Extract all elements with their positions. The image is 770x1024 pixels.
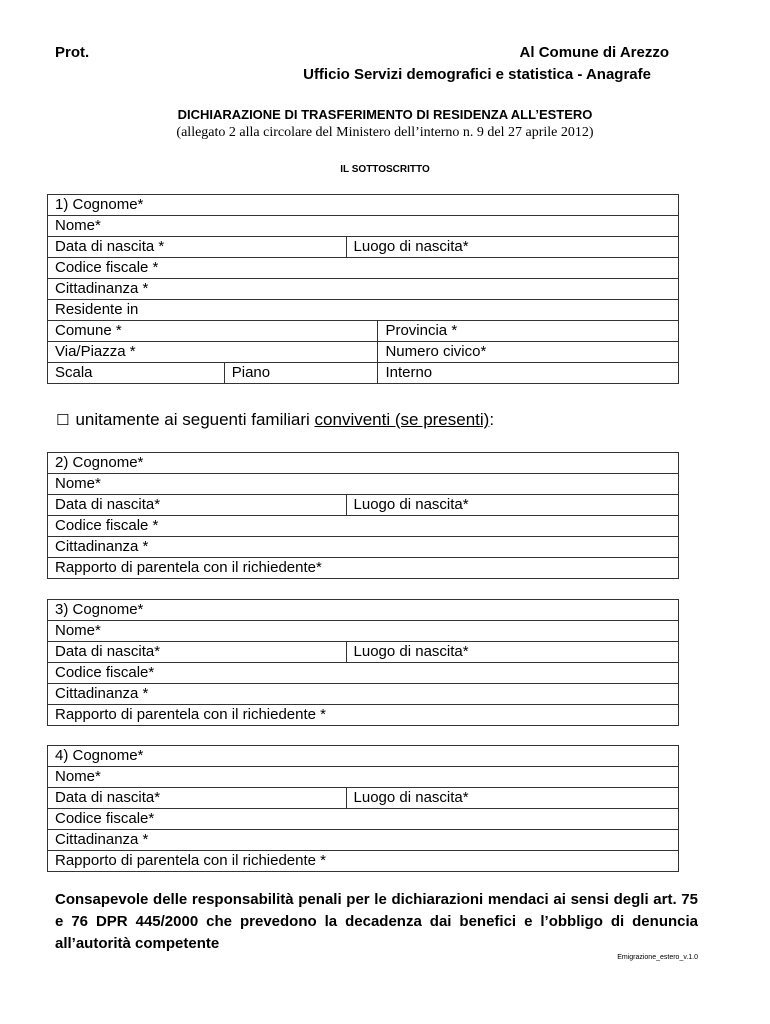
person2-table xyxy=(47,452,679,579)
scala-field[interactable]: Scala xyxy=(48,363,225,384)
rapporto-parentela-field[interactable]: Rapporto di parentela con il richiedente * xyxy=(48,705,679,726)
familiari-colon: : xyxy=(489,410,495,429)
rapporto-parentela-field[interactable]: Rapporto di parentela con il richiedente* xyxy=(48,558,679,579)
luogo-nascita-field[interactable]: Luogo di nascita* xyxy=(346,237,678,258)
data-nascita-field[interactable]: Data di nascita* xyxy=(48,495,347,516)
person4-table xyxy=(47,745,679,872)
responsibility-note: Consapevole delle responsabilità penali per le dichiarazioni mendaci ai sensi degli art. 75 e 76 DPR 445/2000 che prevedono la decadenza dai benefici e l’obbligo di denuncia all’autorità competente xyxy=(55,891,698,952)
version-label: Emigrazione_estero_v.1.0 xyxy=(617,954,698,961)
luogo-nascita-field[interactable]: Luogo di nascita* xyxy=(346,788,678,809)
data-nascita-field[interactable]: Data di nascita* xyxy=(48,788,347,809)
cittadinanza-field[interactable]: Cittadinanza * xyxy=(48,537,679,558)
familiari-conviventi: conviventi (se presenti) xyxy=(314,410,490,429)
comune-field[interactable]: Comune * xyxy=(48,321,378,342)
cittadinanza-field[interactable]: Cittadinanza * xyxy=(48,830,679,851)
nome-field[interactable]: Nome* xyxy=(48,474,679,495)
nome-field[interactable]: Nome* xyxy=(48,216,679,237)
provincia-field[interactable]: Provincia * xyxy=(378,321,679,342)
nome-field[interactable]: Nome* xyxy=(48,767,679,788)
cognome-field[interactable]: 3) Cognome* xyxy=(48,600,679,621)
codice-fiscale-field[interactable]: Codice fiscale* xyxy=(48,663,679,684)
via-piazza-field[interactable]: Via/Piazza * xyxy=(48,342,378,363)
codice-fiscale-field[interactable]: Codice fiscale* xyxy=(48,809,679,830)
person1-table xyxy=(47,194,679,384)
piano-field[interactable]: Piano xyxy=(224,363,378,384)
residente-label: Residente in xyxy=(48,300,679,321)
familiari-text: unitamente ai seguenti familiari xyxy=(75,410,315,429)
cognome-field[interactable]: 4) Cognome* xyxy=(48,746,679,767)
luogo-nascita-field[interactable]: Luogo di nascita* xyxy=(346,495,678,516)
codice-fiscale-field[interactable]: Codice fiscale * xyxy=(48,258,679,279)
prot-label: Prot. xyxy=(55,44,90,61)
cognome-field[interactable]: 2) Cognome* xyxy=(48,453,679,474)
numero-civico-field[interactable]: Numero civico* xyxy=(378,342,679,363)
data-nascita-field[interactable]: Data di nascita* xyxy=(48,642,347,663)
rapporto-parentela-field[interactable]: Rapporto di parentela con il richiedente * xyxy=(48,851,679,872)
nome-field[interactable]: Nome* xyxy=(48,621,679,642)
cittadinanza-field[interactable]: Cittadinanza * xyxy=(48,684,679,705)
sottoscritto-heading: IL SOTTOSCRITTO xyxy=(340,164,430,175)
luogo-nascita-field[interactable]: Luogo di nascita* xyxy=(346,642,678,663)
person3-table xyxy=(47,599,679,726)
codice-fiscale-field[interactable]: Codice fiscale * xyxy=(48,516,679,537)
recipient-ufficio: Ufficio Servizi demografici e statistica - Anagrafe xyxy=(303,66,651,83)
data-nascita-field[interactable]: Data di nascita * xyxy=(48,237,347,258)
document-title: DICHIARAZIONE DI TRASFERIMENTO DI RESIDENZA ALL’ESTERO xyxy=(177,107,593,122)
cittadinanza-field[interactable]: Cittadinanza * xyxy=(48,279,679,300)
interno-field[interactable]: Interno xyxy=(378,363,679,384)
cognome-field[interactable]: 1) Cognome* xyxy=(48,195,679,216)
checkbox-icon[interactable]: ☐ xyxy=(56,411,70,429)
recipient-comune: Al Comune di Arezzo xyxy=(519,44,669,61)
document-subtitle: (allegato 2 alla circolare del Ministero dell’interno n. 9 del 27 aprile 2012) xyxy=(176,125,594,140)
familiari-checkbox-line[interactable] xyxy=(56,410,494,430)
